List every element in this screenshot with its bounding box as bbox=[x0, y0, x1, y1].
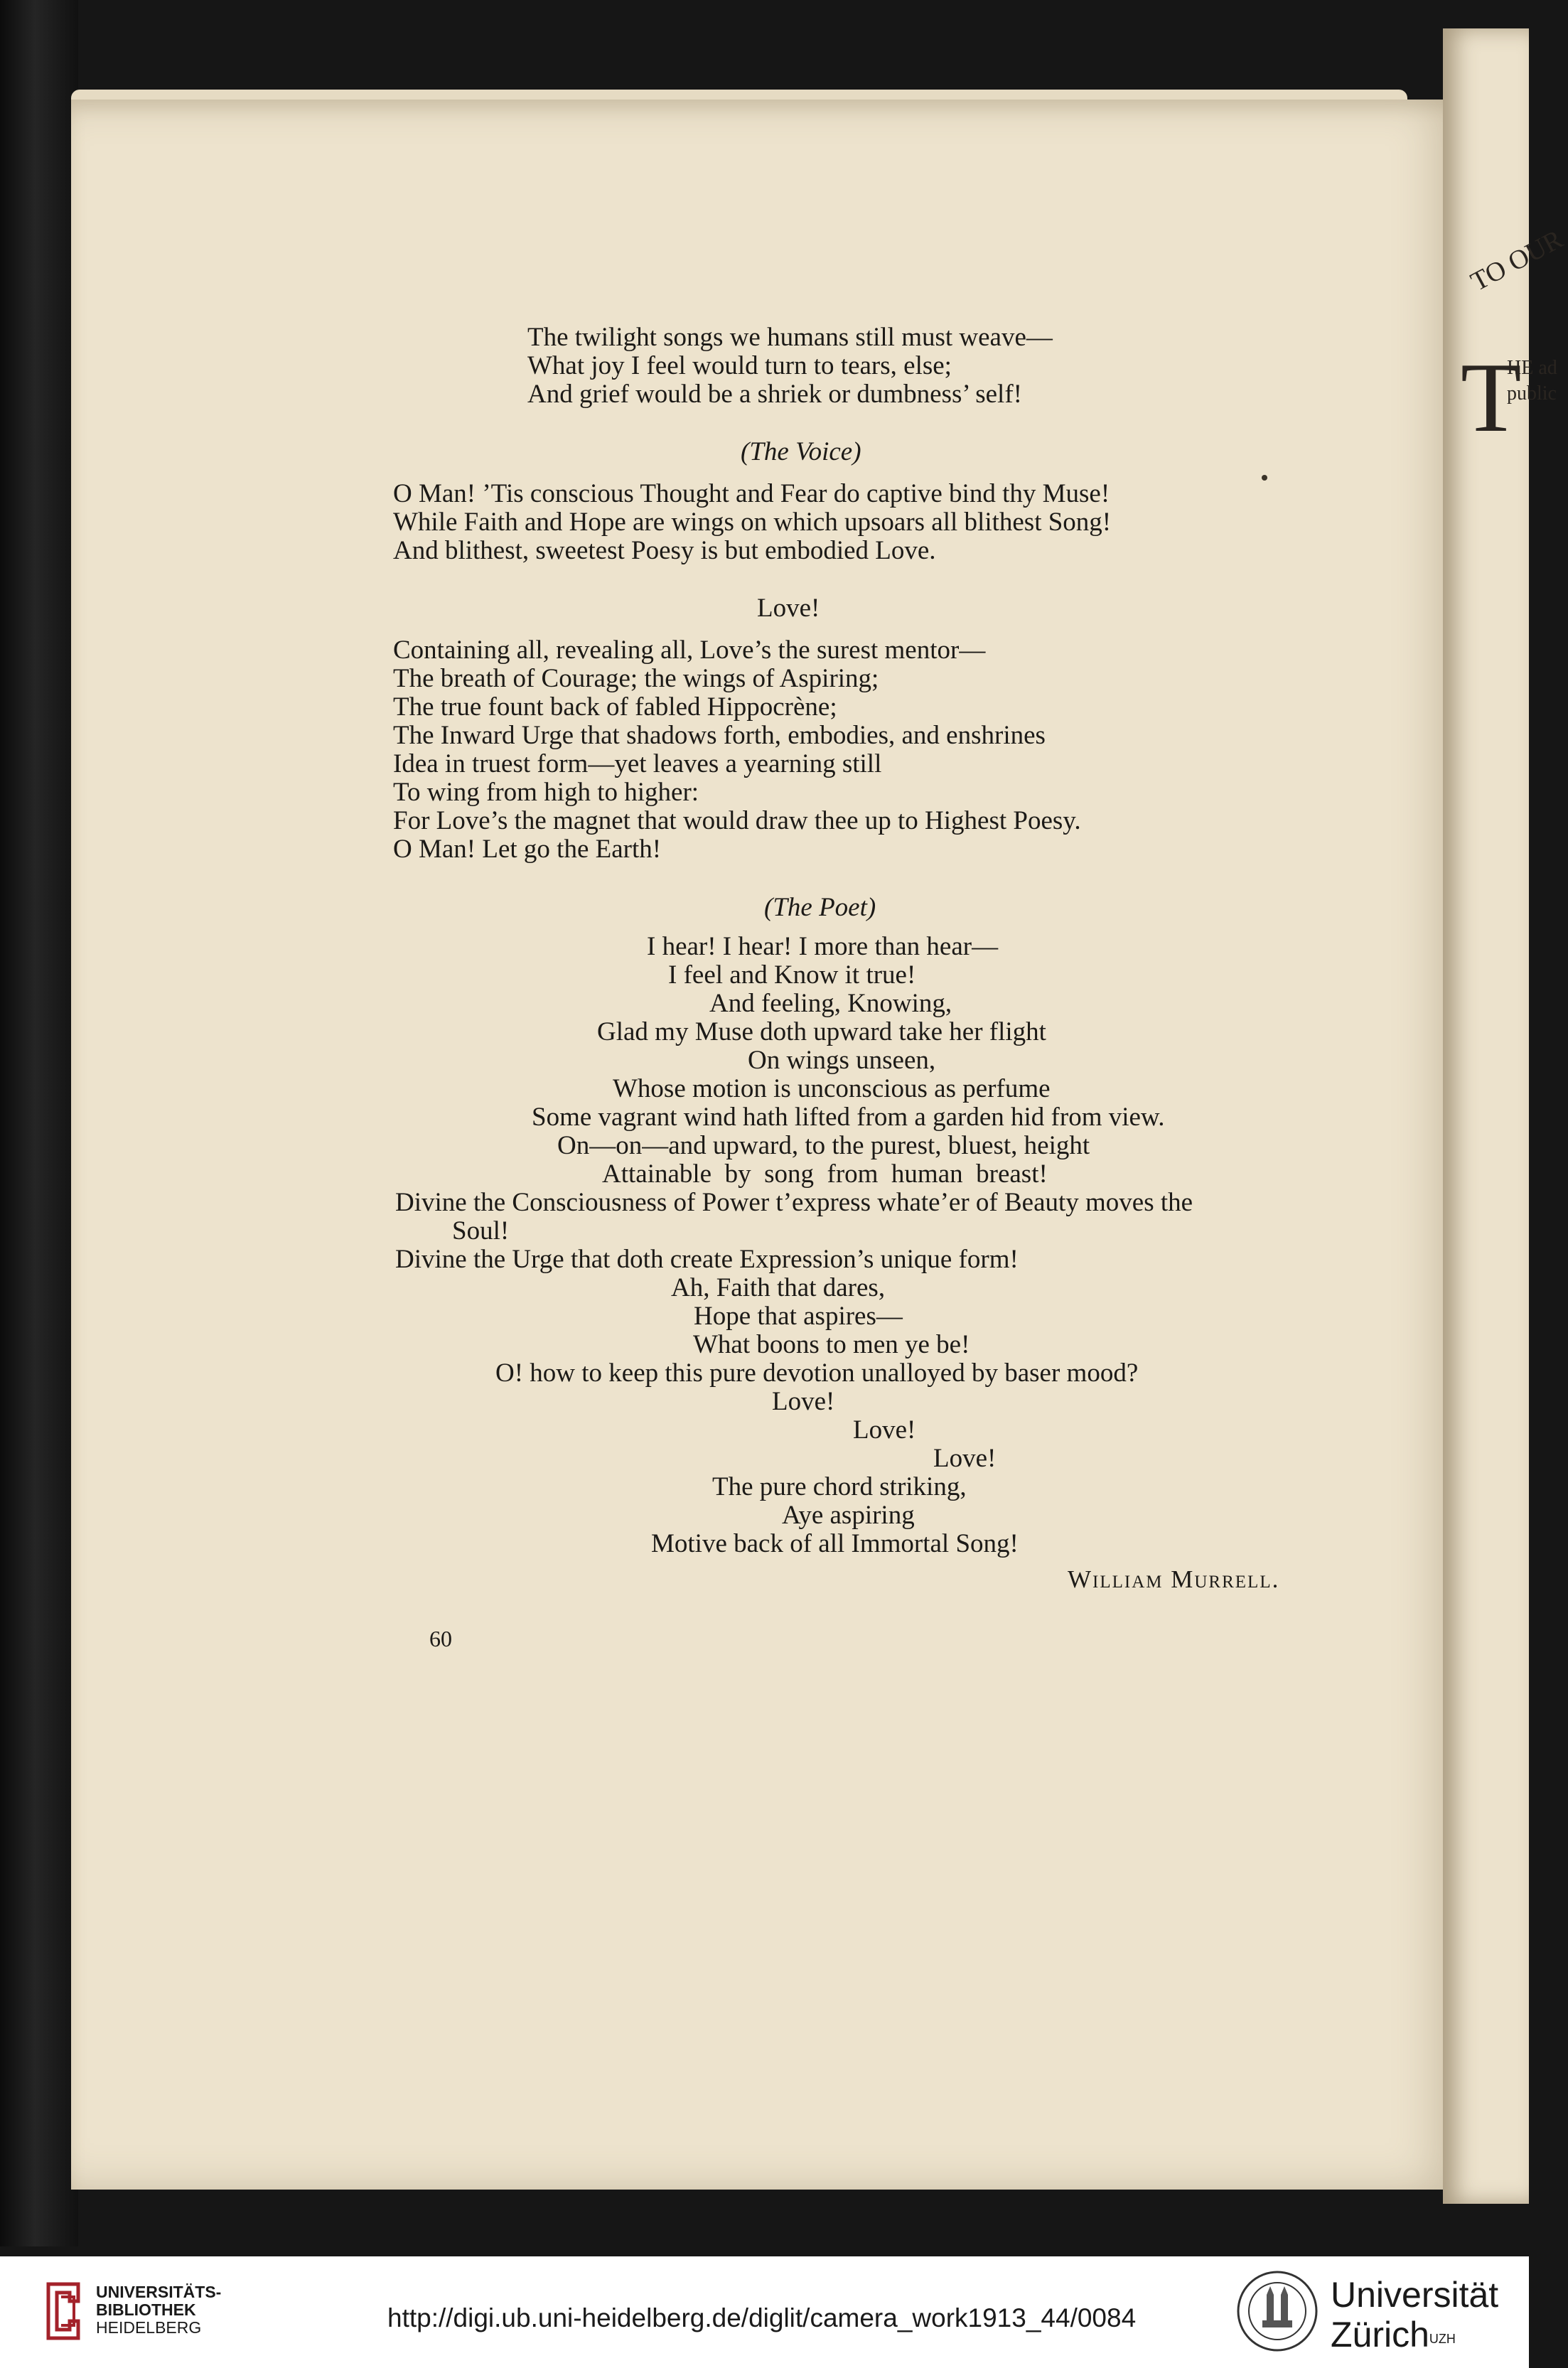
ink-spot bbox=[1262, 475, 1267, 481]
uzh-superscript: UZH bbox=[1429, 2332, 1456, 2346]
book-binding bbox=[0, 0, 78, 2246]
poem-line: The Inward Urge that shadows forth, embodies, and enshrines bbox=[393, 721, 1046, 750]
poem-line: What boons to men ye be! bbox=[693, 1330, 970, 1359]
poem-line: Divine the Urge that doth create Expression’s unique form! bbox=[395, 1245, 1019, 1274]
poem-line: Divine the Consciousness of Power t’express whate’er of Beauty moves the bbox=[395, 1188, 1193, 1217]
poem-line: Love! bbox=[772, 1387, 835, 1416]
poem-line: Hope that aspires— bbox=[694, 1302, 903, 1331]
poem-line: Attainable by song from human breast! bbox=[602, 1159, 1048, 1189]
author-signature: William Murrell. bbox=[1068, 1565, 1280, 1593]
section-heading-voice: (The Voice) bbox=[741, 437, 861, 466]
poem-line: Whose motion is unconscious as perfume bbox=[613, 1074, 1051, 1103]
poem-line: Love! bbox=[853, 1415, 916, 1445]
poem-line: Some vagrant wind hath lifted from a garden hid from view. bbox=[532, 1103, 1165, 1132]
poem-line: Love! bbox=[933, 1444, 997, 1473]
poem-line: I feel and Know it true! bbox=[668, 960, 916, 990]
poem-line: Glad my Muse doth upward take her flight bbox=[597, 1017, 1046, 1046]
poem-line: To wing from high to higher: bbox=[393, 778, 699, 807]
poem-line: Idea in truest form—yet leaves a yearning still bbox=[393, 749, 882, 778]
section-heading-love: Love! bbox=[757, 594, 820, 623]
poem-line: And blithest, sweetest Poesy is but embodied Love. bbox=[393, 536, 936, 565]
library-name-line2: BIBLIOTHEK bbox=[96, 2300, 196, 2319]
poem-line: The twilight songs we humans still must weave— bbox=[527, 323, 1053, 352]
facing-page-heading: TO OUR bbox=[1466, 224, 1568, 297]
library-name-line1: UNIVERSITÄTS- bbox=[96, 2283, 222, 2301]
poem-line: While Faith and Hope are wings on which upsoars all blithest Song! bbox=[393, 508, 1112, 537]
university-name-line2 bbox=[1331, 2315, 1498, 2354]
poem-line: Soul! bbox=[452, 1216, 510, 1245]
poem-line: The true fount back of fabled Hippocrène; bbox=[393, 692, 837, 722]
university-name bbox=[1331, 2275, 1498, 2354]
poem-line: And feeling, Knowing, bbox=[709, 989, 952, 1018]
poem-line: The breath of Courage; the wings of Aspiring; bbox=[393, 664, 879, 693]
poem-line: The pure chord striking, bbox=[712, 1472, 967, 1501]
poem-line: On wings unseen, bbox=[748, 1046, 936, 1075]
poem-line: What joy I feel would turn to tears, else; bbox=[527, 351, 952, 380]
facing-page-text: HE ad public bbox=[1507, 357, 1557, 405]
facing-page-dropcap: T bbox=[1461, 343, 1522, 453]
poem-line: I hear! I hear! I more than hear— bbox=[647, 932, 999, 961]
university-city: Zürich bbox=[1331, 2315, 1429, 2354]
source-url-link[interactable]: http://digi.ub.uni-heidelberg.de/diglit/camera_work1913_44/0084 bbox=[387, 2303, 1137, 2332]
library-name-line3: HEIDELBERG bbox=[96, 2318, 202, 2337]
poem-line: Containing all, revealing all, Love’s the surest mentor— bbox=[393, 636, 986, 665]
poem-line: Aye aspiring bbox=[782, 1501, 915, 1530]
university-name-line1: Universität bbox=[1331, 2275, 1499, 2315]
poem-line: On—on—and upward, to the purest, bluest, height bbox=[557, 1131, 1090, 1160]
section-heading-poet: (The Poet) bbox=[764, 893, 876, 922]
poem-line: Motive back of all Immortal Song! bbox=[651, 1529, 1019, 1558]
page-number: 60 bbox=[429, 1626, 452, 1651]
poem-line: Ah, Faith that dares, bbox=[671, 1273, 886, 1302]
poem-line: O Man! Let go the Earth! bbox=[393, 835, 662, 864]
poem-line: And grief would be a shriek or dumbness’ self! bbox=[527, 380, 1022, 409]
university-seal-icon bbox=[1235, 2269, 1319, 2353]
poem-line: O! how to keep this pure devotion unalloyed by baser mood? bbox=[495, 1359, 1139, 1388]
library-logo-icon bbox=[41, 2280, 85, 2341]
poem-line: O Man! ’Tis conscious Thought and Fear do captive bind thy Muse! bbox=[393, 479, 1110, 508]
poem-line: For Love’s the magnet that would draw thee up to Highest Poesy. bbox=[393, 806, 1081, 835]
library-name bbox=[96, 2283, 221, 2337]
